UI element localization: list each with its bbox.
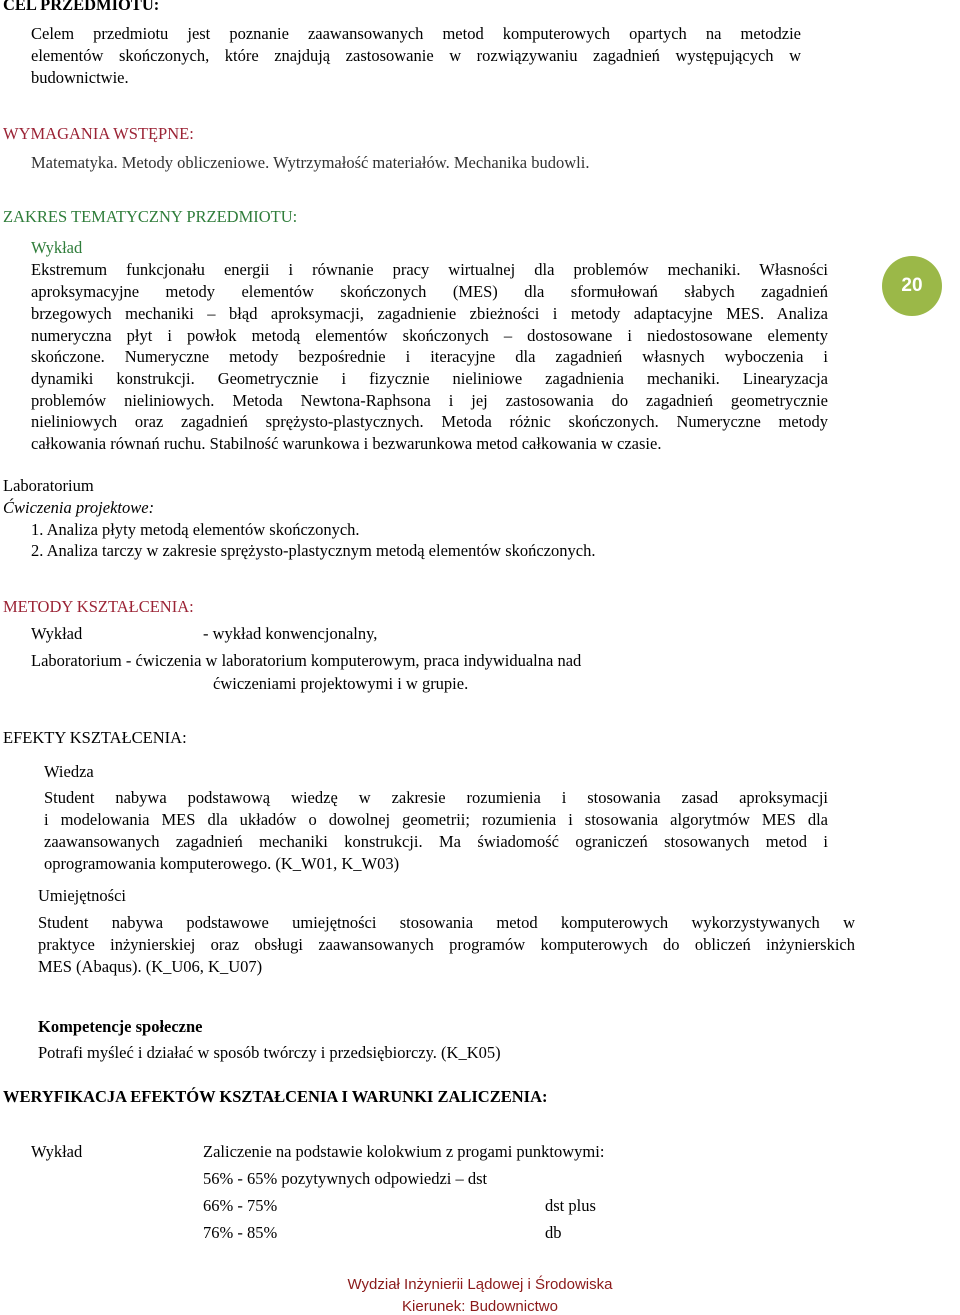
umiejetnosci-line-3: MES (Abaqus). (K_U06, K_U07) (38, 957, 263, 976)
umiejetnosci-label: Umiejętności (38, 886, 126, 905)
kompetencje-text: Potrafi myśleć i działać w sposób twórczy i przedsiębiorczy. (K_K05) (38, 1043, 501, 1062)
zakres-line-3: brzegowych mechaniki – błąd aproksymacji, zagadnienie zbieżności i metody adaptacyjne MES. Analiza (31, 304, 828, 323)
weryfikacja-row-1-range: 56% - 65% pozytywnych odpowiedzi – dst (203, 1169, 488, 1188)
wymagania-heading: WYMAGANIA WSTĘPNE: (3, 124, 194, 143)
cel-heading: CEL PRZEDMIOTU: (3, 0, 160, 14)
wiedza-line-2: i modelowania MES dla układów o dowolnej geometrii; rozumienia i stosowania algorytmów MES dla (44, 810, 828, 829)
metody-lab-line-2: ćwiczeniami projektowymi i w grupie. (213, 674, 469, 693)
cel-line-2: elementów skończonych, które znajdują zastosowanie w rozwiązywaniu zagadnień występujących w (31, 46, 801, 65)
zakres-line-6: dynamiki konstrukcji. Geometrycznie i fizycznie nieliniowe zagadnienia mechaniki. Linearyzacja (31, 369, 828, 388)
wiedza-line-3: zaawansowanych zagadnień mechaniki konstrukcji. Ma świadomość ograniczeń stosowanych metod i (44, 832, 828, 851)
weryfikacja-row-3-grade: db (545, 1223, 562, 1242)
page-number-badge: 20 (882, 256, 942, 316)
weryfikacja-row-3-range: 76% - 85% (203, 1223, 278, 1242)
cwiczenia-item-1: 1. Analiza płyty metodą elementów skończonych. (31, 520, 360, 539)
zakres-line-2: aproksymacyjne metody elementów skończonych (MES) dla sformułowań słabych zagadnień (31, 282, 828, 301)
metody-wyklad-text: - wykład konwencjonalny, (203, 624, 378, 643)
zakres-cwiczenia-label: Ćwiczenia projektowe: (3, 498, 155, 517)
wiedza-line-4: oprogramowania komputerowego. (K_W01, K_W03) (44, 854, 400, 873)
zakres-laboratorium-label: Laboratorium (3, 476, 94, 495)
zakres-line-9: całkowania równań ruchu. Stabilność warunkowa i bezwarunkowa metod całkowania w czasie. (31, 434, 662, 453)
wiedza-line-1: Student nabywa podstawową wiedzę w zakresie rozumienia i stosowania zasad aproksymacji (44, 788, 828, 807)
weryfikacja-row-2-grade: dst plus (545, 1196, 596, 1215)
zakres-line-5: skończone. Numeryczne metody bezpośrednie i iteracyjne dla zagadnień własnych wyboczenia i (31, 347, 828, 366)
weryfikacja-intro: Zaliczenie na podstawie kolokwium z progami punktowymi: (203, 1142, 605, 1161)
umiejetnosci-line-1: Student nabywa podstawowe umiejętności stosowania metod komputerowych wykorzystywanych w (38, 913, 855, 932)
wiedza-label: Wiedza (44, 762, 94, 781)
footer-field: Kierunek: Budownictwo (402, 1298, 558, 1315)
zakres-wyklad-label: Wykład (31, 238, 83, 257)
zakres-line-4: numeryczna płyt i powłok metodą elementów skończonych – dostosowane i niedostosowane elementy (31, 326, 828, 345)
zakres-line-1: Ekstremum funkcjonału energii i równanie pracy wirtualnej dla problemów mechaniki. Własności (31, 260, 828, 279)
weryfikacja-wyklad-label: Wykład (31, 1142, 83, 1161)
footer-faculty: Wydział Inżynierii Lądowej i Środowiska (347, 1276, 613, 1293)
metody-wyklad-label: Wykład (31, 624, 83, 643)
weryfikacja-heading: WERYFIKACJA EFEKTÓW KSZTAŁCENIA I WARUNKI ZALICZENIA: (3, 1087, 548, 1106)
weryfikacja-row-2-range: 66% - 75% (203, 1196, 278, 1215)
kompetencje-label: Kompetencje społeczne (38, 1017, 203, 1036)
cel-line-1: Celem przedmiotu jest poznanie zaawansowanych metod komputerowych opartych na metodzie (31, 24, 801, 43)
metody-lab-line-1: Laboratorium - ćwiczenia w laboratorium komputerowym, praca indywidualna nad (31, 651, 582, 670)
metody-heading: METODY KSZTAŁCENIA: (3, 597, 194, 616)
zakres-heading: ZAKRES TEMATYCZNY PRZEDMIOTU: (3, 207, 298, 226)
wymagania-text: Matematyka. Metody obliczeniowe. Wytrzymałość materiałów. Mechanika budowli. (31, 153, 590, 172)
cel-line-3: budownictwie. (31, 68, 129, 87)
umiejetnosci-line-2: praktyce inżynierskiej oraz obsługi zaawansowanych programów komputerowych do obliczeń inżynierskich (38, 935, 855, 954)
efekty-heading: EFEKTY KSZTAŁCENIA: (3, 728, 187, 747)
zakres-line-7: problemów nieliniowych. Metoda Newtona-Raphsona i jej zastosowania do zagadnień geometrycznie (31, 391, 828, 410)
cwiczenia-item-2: 2. Analiza tarczy w zakresie sprężysto-plastycznym metodą elementów skończonych. (31, 541, 596, 560)
zakres-line-8: nieliniowych oraz zagadnień sprężysto-plastycznych. Metoda różnic skończonych. Numeryczne metody (31, 412, 828, 431)
